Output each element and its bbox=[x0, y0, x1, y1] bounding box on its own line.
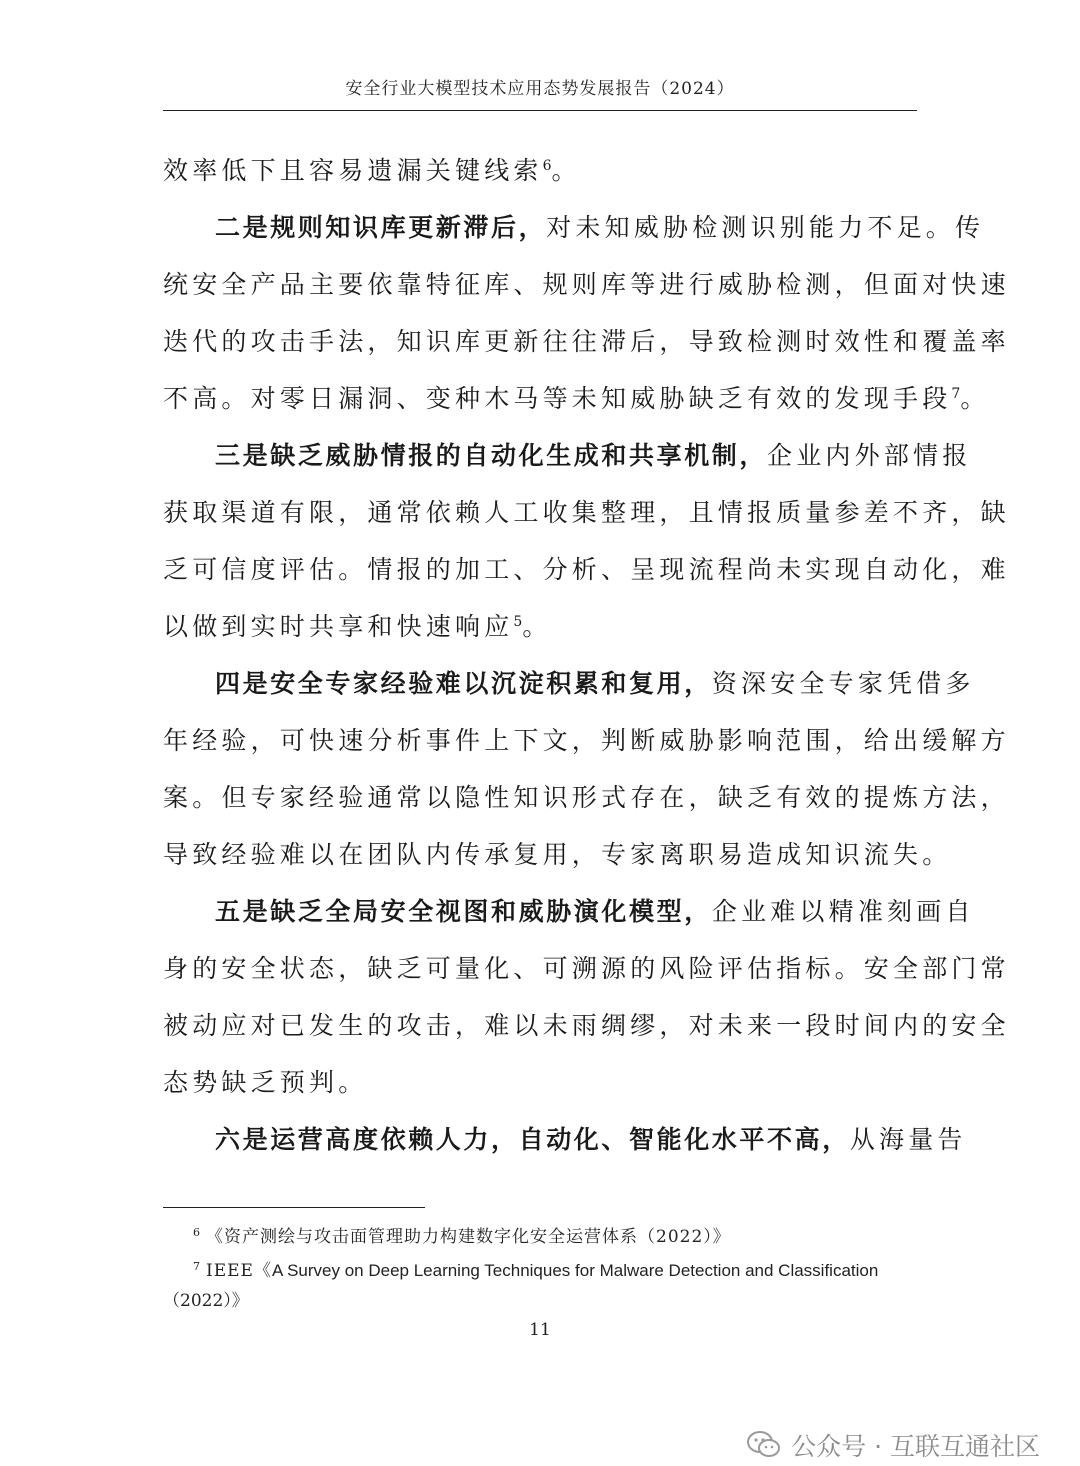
footnote-7: $^7$ IEEE《A Survey on Deep Learning Techniques for Malware Detection and Classification bbox=[193, 1260, 879, 1281]
paragraph-line: 五是缺乏全局安全视图和威胁演化模型，企业难以精准刻画自 bbox=[215, 897, 975, 926]
page-number: 11 bbox=[529, 1320, 551, 1340]
watermark-text: 公众号 · 互联互通社区 bbox=[791, 1432, 1040, 1461]
paragraph-line: 案。但专家经验通常以隐性知识形式存在，缺乏有效的提炼方法， bbox=[163, 783, 1010, 812]
paragraph-line: 统安全产品主要依靠特征库、规则库等进行威胁检测，但面对快速 bbox=[163, 270, 1010, 299]
footnotes bbox=[163, 1218, 903, 1316]
footnote-ref: 6 bbox=[542, 158, 552, 174]
paragraph-line: 三是缺乏威胁情报的自动化生成和共享机制，企业内外部情报 bbox=[215, 441, 972, 470]
paragraph-lead: 六是运营高度依赖人力，自动化、智能化水平不高， bbox=[215, 1125, 850, 1154]
paragraph-line: 年经验，可快速分析事件上下文，判断威胁影响范围，给出缓解方 bbox=[163, 726, 1010, 755]
paragraph-line: 迭代的攻击手法，知识库更新往往滞后，导致检测时效性和覆盖率 bbox=[163, 327, 1010, 356]
paragraph-line: 二是规则知识库更新滞后，对未知威胁检测识别能力不足。传 bbox=[215, 213, 985, 242]
running-header: 安全行业大模型技术应用态势发展报告（2024） bbox=[345, 79, 735, 99]
paragraph-line: 六是运营高度依赖人力，自动化、智能化水平不高，从海量告 bbox=[215, 1125, 967, 1154]
paragraph-lead: 二是规则知识库更新滞后， bbox=[215, 213, 547, 242]
header-rule bbox=[163, 110, 917, 111]
footnote-7-continuation: （2022）》 bbox=[163, 1291, 249, 1311]
footnote-ref: 5 bbox=[513, 614, 523, 630]
paragraph-line: 被动应对已发生的攻击，难以未雨绸缪，对未来一段时间内的安全 bbox=[163, 1011, 1010, 1040]
paragraph-line: 以做到实时共享和快速响应$^5$。 bbox=[163, 612, 552, 641]
watermark bbox=[747, 1425, 1040, 1465]
wechat-icon bbox=[747, 1430, 781, 1460]
footnote-rule bbox=[163, 1207, 425, 1208]
paragraph-line: 不高。对零日漏洞、变种木马等未知威胁缺乏有效的发现手段$^7$。 bbox=[163, 384, 990, 413]
paragraph-line: 导致经验难以在团队内传承复用，专家离职易造成知识流失。 bbox=[163, 840, 952, 869]
paragraph-line: 乏可信度评估。情报的加工、分析、呈现流程尚未实现自动化，难 bbox=[163, 555, 1010, 584]
paragraph-lead: 四是安全专家经验难以沉淀积累和复用， bbox=[215, 669, 712, 698]
paragraph-line: 态势缺乏预判。 bbox=[163, 1068, 368, 1097]
paragraph-line: 身的安全状态，缺乏可量化、可溯源的风险评估指标。安全部门常 bbox=[163, 954, 1010, 983]
paragraph-lead: 三是缺乏威胁情报的自动化生成和共享机制， bbox=[215, 441, 768, 470]
paragraph-line: 效率低下且容易遗漏关键线索$^6$。 bbox=[163, 156, 581, 185]
paragraph-lead: 五是缺乏全局安全视图和威胁演化模型， bbox=[215, 897, 712, 926]
paragraph-line: 获取渠道有限，通常依赖人工收集整理，且情报质量参差不齐，缺 bbox=[163, 498, 1010, 527]
footnote-ref: 7 bbox=[951, 386, 961, 402]
footnote-6: $^6$ 《资产测绘与攻击面管理助力构建数字化安全运营体系（2022）》 bbox=[193, 1226, 731, 1247]
paragraph-line: 四是安全专家经验难以沉淀积累和复用，资深安全专家凭借多 bbox=[215, 669, 975, 698]
body-text bbox=[163, 142, 1010, 1168]
